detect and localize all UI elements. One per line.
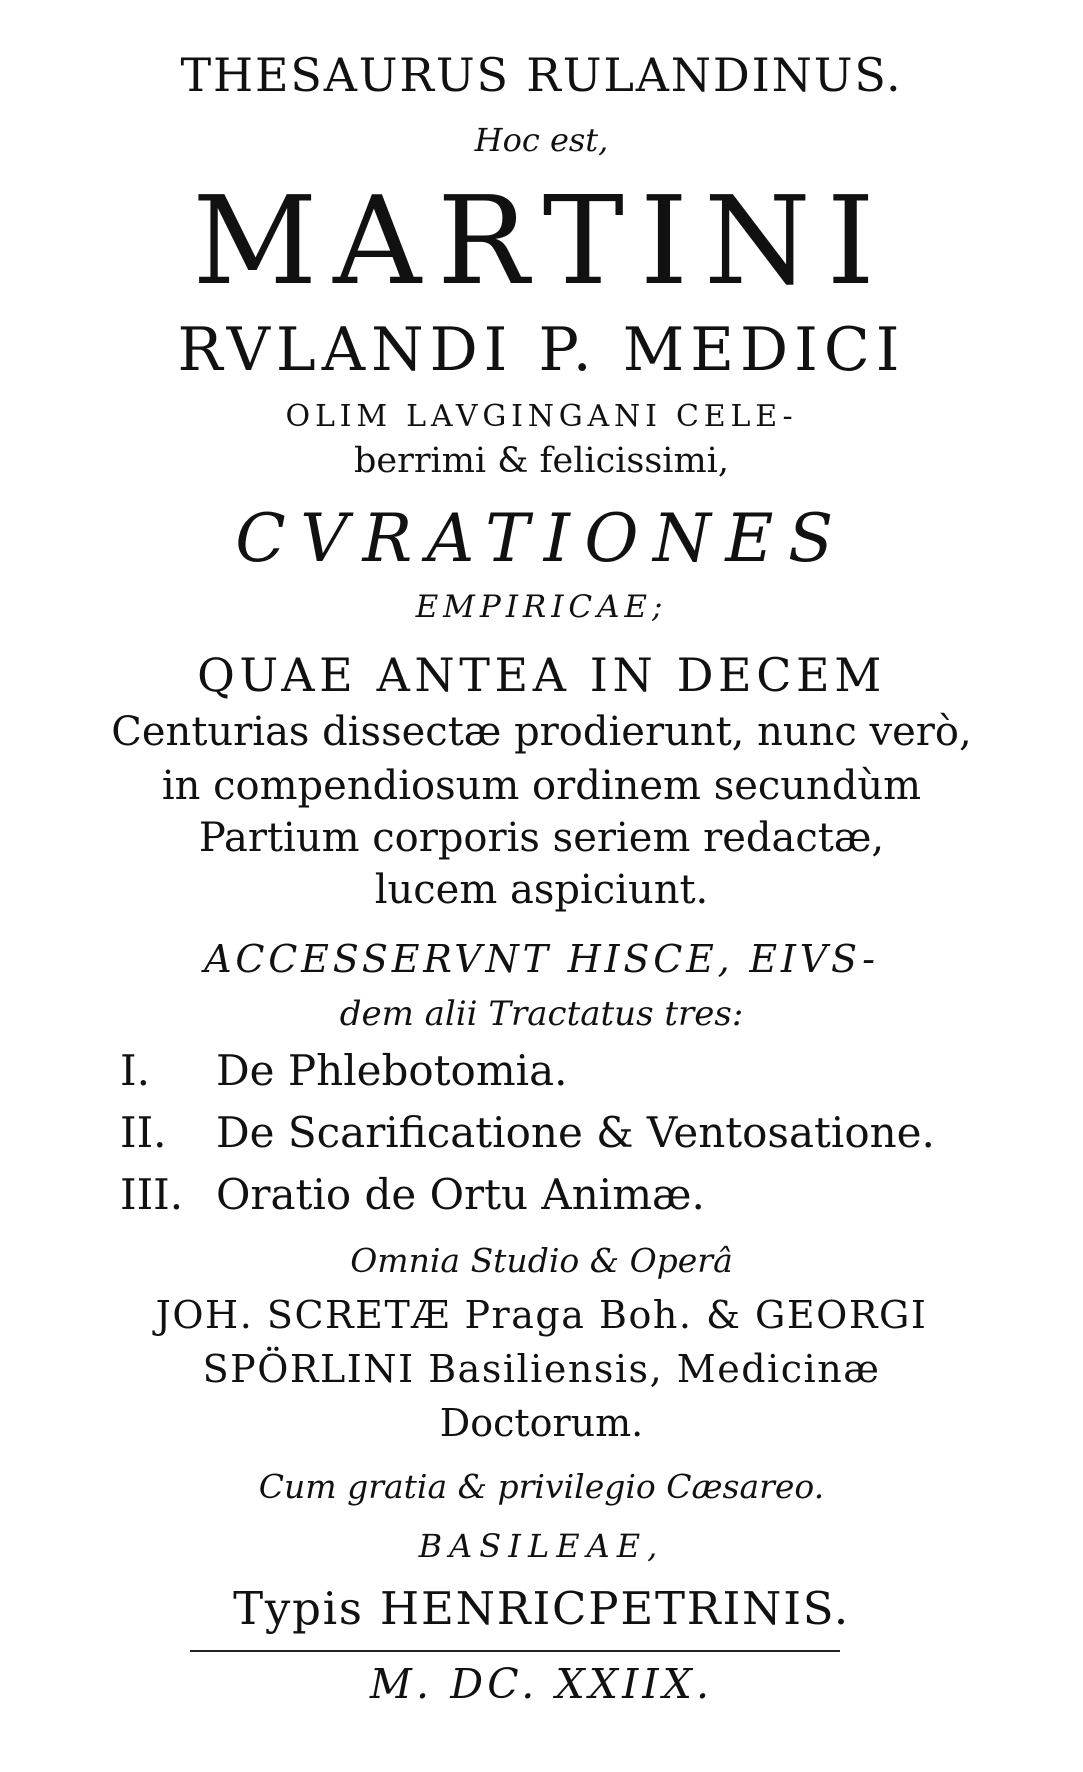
curationes-heading: CVRATIONES: [235, 500, 848, 577]
treatise-title: Oratio de Ortu Animæ.: [216, 1170, 705, 1219]
berrimi-line: berrimi & felicissimi,: [353, 441, 730, 481]
treatise-title: De Phlebotomia.: [216, 1046, 568, 1095]
accesserunt-line: ACCESSERVNT HISCE, EIVS-: [204, 937, 879, 981]
treatise-number: III.: [120, 1170, 184, 1219]
lucem-line: lucem aspiciunt.: [374, 867, 709, 913]
omnia-studio-line: Omnia Studio & Operâ: [350, 1241, 733, 1280]
treatise-number: II.: [120, 1108, 167, 1157]
privilege-line: Cum gratia & privilegio Cæsareo.: [258, 1467, 825, 1506]
author-surname-line: RVLANDI P. MEDICI: [177, 315, 906, 385]
quae-antea-line: QUAE ANTEA IN DECEM: [197, 648, 886, 702]
editors-line-2: SPÖRLINI Basiliensis, Medicinæ: [202, 1347, 881, 1391]
olim-line: OLIM LAVGINGANI CELE-: [285, 399, 798, 434]
editors-line-1: JOH. SCRETÆ Praga Boh. & GEORGI: [155, 1293, 928, 1337]
compendiosum-line: in compendiosum ordinem secundùm: [161, 763, 922, 809]
treatise-item: [120, 1108, 980, 1157]
printer-line: Typis HENRICPETRINIS.: [233, 1582, 850, 1635]
partium-line: Partium corporis seriem redactæ,: [198, 815, 885, 861]
treatise-item: [120, 1170, 980, 1219]
imprint-year: M. DC. XXIIX.: [369, 1660, 714, 1708]
centurias-line: Centurias dissectæ prodierunt, nunc verò,: [111, 709, 972, 755]
dem-alii-line: dem alii Tractatus tres:: [339, 994, 744, 1034]
divider-rule: [190, 1650, 840, 1652]
treatise-item: [120, 1046, 980, 1095]
place-line: BASILEAE,: [418, 1527, 665, 1565]
hoc-est-line: Hoc est,: [474, 121, 609, 159]
treatise-number: I.: [120, 1046, 150, 1095]
treatise-title: De Scarificatione & Ventosatione.: [216, 1108, 935, 1157]
doctorum-line: Doctorum.: [439, 1401, 644, 1445]
author-first-name: MARTINI: [192, 170, 891, 312]
book-title: THESAURUS RULANDINUS.: [180, 48, 903, 102]
empiricae-line: EMPIRICAE;: [415, 589, 668, 625]
